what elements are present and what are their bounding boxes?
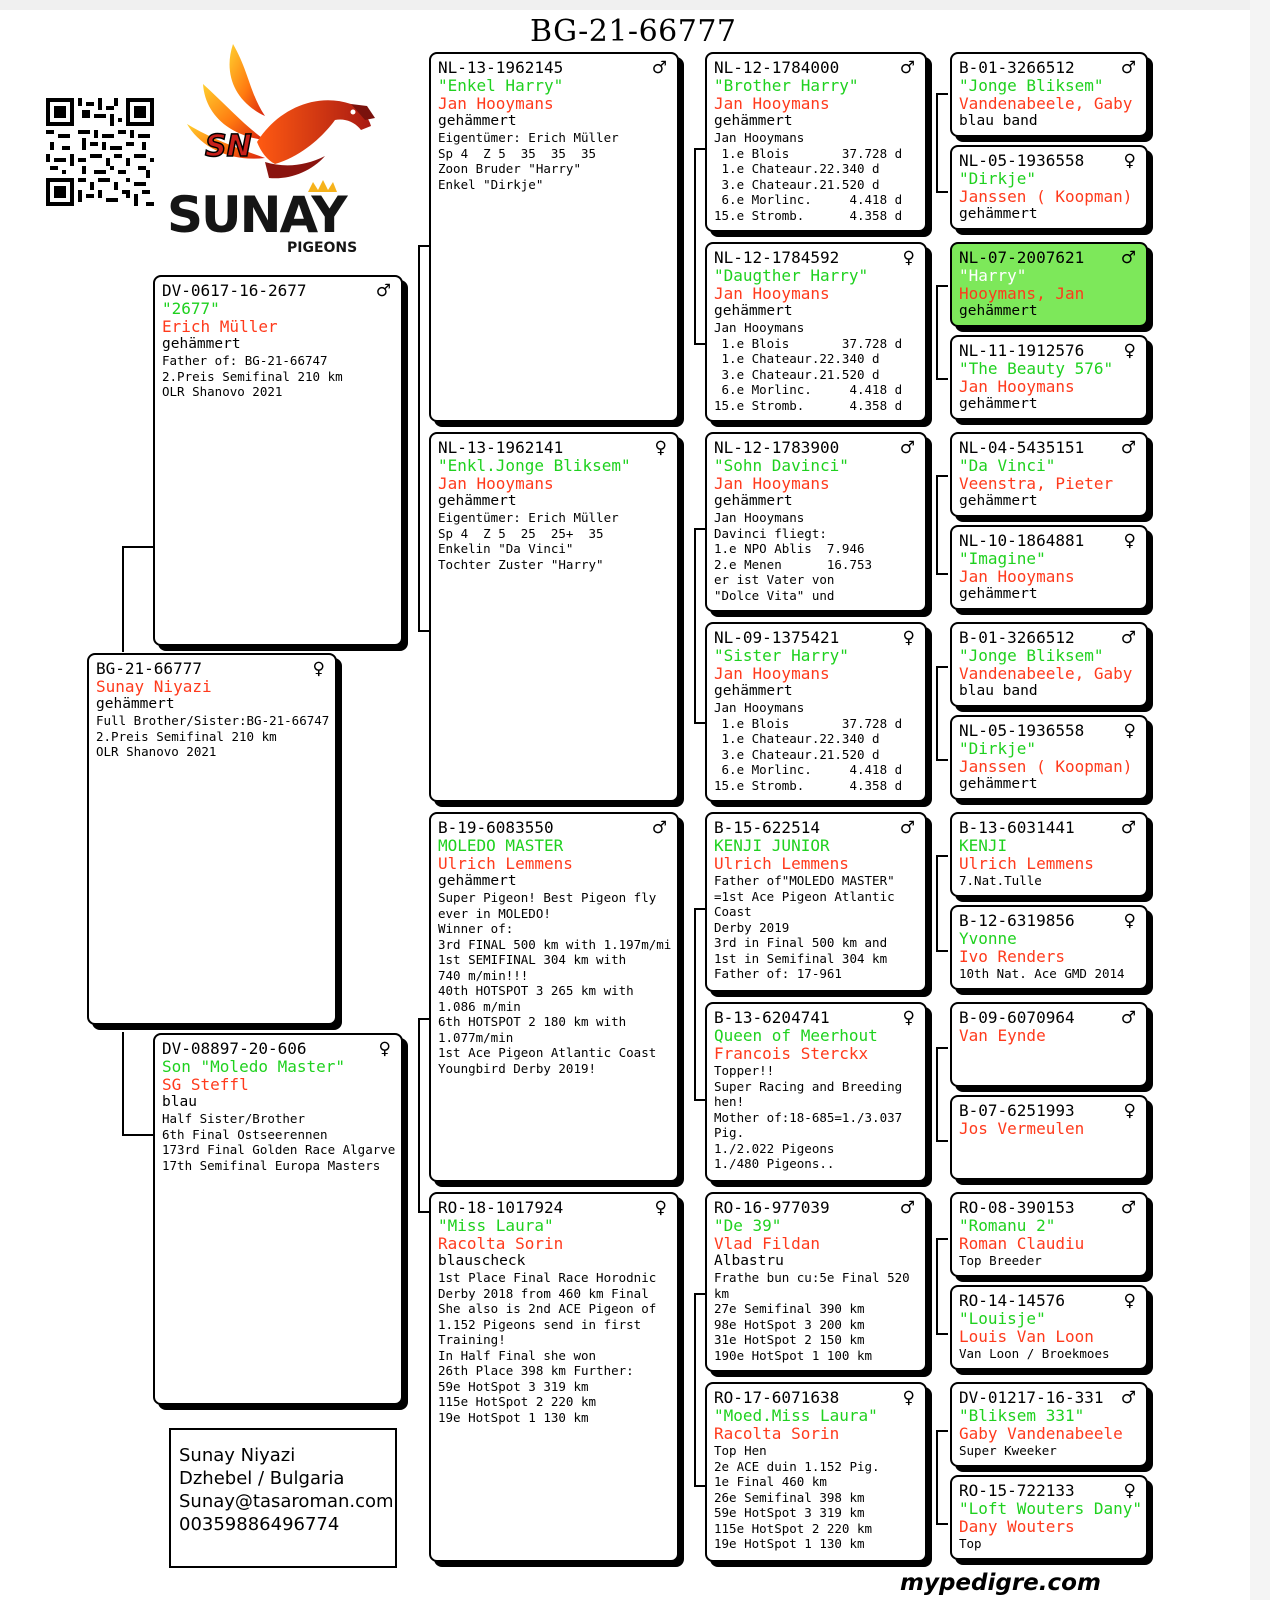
owner-name: Jos Vermeulen [959, 1119, 1085, 1138]
connector-line [936, 573, 948, 575]
pigeon-name: "Loft Wouters Dany" [959, 1499, 1143, 1518]
connector-line [936, 1047, 948, 1049]
sunay-logo [165, 44, 390, 259]
owner-name: Veenstra, Pieter [959, 474, 1114, 493]
ring-number: B-12-6319856 [959, 911, 1075, 930]
performance-info: Jan Hooymans 1.e Blois 37.728 d 1.e Chateaur.22.340 d 3.e Chateaur.21.520 d 6.e Morlinc. 4.418 d 15.e Stromb. 4.358 d [714, 320, 903, 413]
pigeon-name: "Romanu 2" [959, 1216, 1056, 1235]
pedigree-card-gen5[interactable] [950, 432, 1148, 517]
pedigree-card-dam[interactable] [153, 1033, 403, 1405]
color-label: blau [162, 1094, 197, 1110]
connector-line [936, 1047, 938, 1142]
ring-number: NL-13-1962141 [438, 438, 564, 457]
contact-box [169, 1428, 397, 1568]
ring-number: B-07-6251993 [959, 1101, 1075, 1120]
ring-number: RO-18-1017924 [438, 1198, 564, 1217]
pedigree-card-gen4[interactable] [705, 1192, 927, 1372]
pigeon-name: "Enkel Harry" [438, 76, 564, 95]
ring-number: B-19-6083550 [438, 818, 554, 837]
color-label: gehämmert [714, 113, 793, 129]
pedigree-card-gen5[interactable] [950, 622, 1148, 707]
color-label: gehämmert [714, 493, 793, 509]
connector-line [936, 1430, 938, 1525]
pigeon-name: Yvonne [959, 929, 1017, 948]
pedigree-card-gen3[interactable] [429, 432, 679, 802]
ring-number: NL-11-1912576 [959, 341, 1085, 360]
performance-info: Jan Hooymans 1.e Blois 37.728 d 1.e Chateaur.22.340 d 3.e Chateaur.21.520 d 6.e Morlinc. 4.418 d 15.e Stromb. 4.358 d [714, 700, 903, 793]
ring-number: RO-16-977039 [714, 1198, 830, 1217]
pedigree-card-gen5[interactable] [950, 1285, 1148, 1370]
female-icon: ♀ [902, 628, 915, 648]
ring-number: NL-13-1962145 [438, 58, 564, 77]
connector-line [936, 93, 948, 95]
ring-number: B-01-3266512 [959, 628, 1075, 647]
connector-line [936, 1140, 948, 1142]
ring-number: B-13-6204741 [714, 1008, 830, 1027]
logo-badge: SN [205, 129, 252, 164]
pigeon-name: "De 39" [714, 1216, 782, 1235]
owner-name: Hooymans, Jan [959, 284, 1085, 303]
color-label: gehämmert [714, 683, 793, 699]
contact-phone[interactable]: 00359886496774 [179, 1514, 340, 1535]
owner-name: Francois Sterckx [714, 1044, 869, 1063]
performance-info: Top Breeder [959, 1253, 1042, 1268]
male-icon: ♂ [1120, 1198, 1136, 1218]
ring-number: B-15-622514 [714, 818, 820, 837]
color-label: gehämmert [959, 303, 1038, 319]
connector-line [936, 855, 938, 952]
pedigree-card-gen4[interactable] [705, 52, 927, 232]
connector-line [936, 759, 948, 761]
pedigree-card-subject[interactable] [87, 653, 337, 1025]
owner-name: Janssen ( Koopman) [959, 757, 1133, 776]
connector-line [936, 855, 948, 857]
owner-name: Ivo Renders [959, 947, 1065, 966]
pigeon-name: "Dirkje" [959, 169, 1037, 188]
pigeon-name: "The Beauty 576" [959, 359, 1114, 378]
footer-brand[interactable]: mypedigre.com [900, 1570, 1101, 1596]
ring-number: NL-10-1864881 [959, 531, 1085, 550]
color-label: blau band [959, 683, 1038, 699]
connector-line [936, 285, 938, 380]
color-label: gehämmert [162, 336, 241, 352]
pedigree-card-gen5[interactable] [950, 715, 1148, 800]
connector-line [694, 1293, 696, 1487]
connector-line [936, 285, 948, 287]
female-icon: ♀ [902, 1008, 915, 1028]
connector-line [936, 666, 948, 668]
ring-number: DV-0617-16-2677 [162, 281, 307, 300]
performance-info: Eigentümer: Erich Müller Sp 4 Z 5 35 35 35 Zoon Bruder "Harry" Enkel "Dirkje" [438, 130, 619, 192]
pedigree-card-gen5[interactable] [950, 812, 1148, 897]
pigeon-name: KENJI JUNIOR [714, 836, 830, 855]
pigeon-name: "Imagine" [959, 549, 1046, 568]
page-title: BG-21-66777 [530, 14, 737, 49]
owner-name: Erich Müller [162, 317, 278, 336]
contact-email[interactable]: Sunay@tasaroman.com [179, 1491, 394, 1512]
connector-line [694, 148, 696, 345]
owner-name: SG Steffl [162, 1075, 249, 1094]
pedigree-card-gen5[interactable] [950, 905, 1148, 990]
owner-name: Roman Claudiu [959, 1234, 1085, 1253]
pigeon-name: "Louisje" [959, 1309, 1046, 1328]
performance-info: 10th Nat. Ace GMD 2014 [959, 966, 1125, 981]
owner-name: Ulrich Lemmens [438, 854, 573, 873]
connector-line [936, 475, 948, 477]
connector-line [936, 950, 948, 952]
performance-info: Top [959, 1536, 982, 1551]
owner-name: Van Eynde [959, 1026, 1046, 1045]
performance-info: Top Hen 2e ACE duin 1.152 Pig. 1e Final 460 km 26e Semifinal 398 km 59e HotSpot 3 319 km 115e HotSpot 2 220 km 19e HotSpot 1 130 km [714, 1443, 880, 1551]
performance-info: Jan Hooymans 1.e Blois 37.728 d 1.e Chateaur.22.340 d 3.e Chateaur.21.520 d 6.e Morlinc. 4.418 d 15.e Stromb. 4.358 d [714, 130, 903, 223]
color-label: gehämmert [714, 303, 793, 319]
performance-info: Father of"MOLEDO MASTER" =1st Ace Pigeon Atlantic Coast Derby 2019 3rd in Final 500 km and 1st in Semifinal 304 km Father of: 17-961 [714, 873, 895, 981]
owner-name: Vandenabeele, Gaby [959, 94, 1133, 113]
owner-name: Gaby Vandenabeele [959, 1424, 1123, 1443]
pedigree-card-gen5[interactable] [950, 525, 1148, 610]
owner-name: Racolta Sorin [438, 1234, 564, 1253]
owner-name: Jan Hooymans [438, 94, 554, 113]
female-icon: ♀ [1123, 1291, 1136, 1311]
male-icon: ♂ [1120, 1388, 1136, 1408]
male-icon: ♂ [899, 818, 915, 838]
owner-name: Janssen ( Koopman) [959, 187, 1133, 206]
pigeon-name: "Da Vinci" [959, 456, 1056, 475]
female-icon: ♀ [654, 438, 667, 458]
owner-name: Jan Hooymans [714, 284, 830, 303]
pigeon-name: "2677" [162, 299, 220, 318]
right-border [1250, 0, 1270, 1600]
color-label: blau band [959, 113, 1038, 129]
female-icon: ♀ [1123, 911, 1136, 931]
owner-name: Sunay Niyazi [96, 677, 212, 696]
color-label: gehämmert [959, 776, 1038, 792]
pedigree-card-gen5[interactable] [950, 335, 1148, 420]
color-label: gehämmert [438, 873, 517, 889]
pigeon-name: "Sister Harry" [714, 646, 849, 665]
owner-name: Jan Hooymans [959, 377, 1075, 396]
performance-info: Father of: BG-21-66747 2.Preis Semifinal 210 km OLR Shanovo 2021 [162, 353, 343, 399]
connector-line [936, 1238, 948, 1240]
color-label: gehämmert [959, 396, 1038, 412]
pigeon-name: Son "Moledo Master" [162, 1057, 346, 1076]
female-icon: ♀ [1123, 1481, 1136, 1501]
top-border [0, 0, 1270, 10]
pigeon-name: "Dirkje" [959, 739, 1037, 758]
ring-number: NL-05-1936558 [959, 721, 1085, 740]
performance-info: Eigentümer: Erich Müller Sp 4 Z 5 25 25+ 35 Enkelin "Da Vinci" Tochter Zuster "Harry" [438, 510, 619, 572]
performance-info: Jan Hooymans Davinci fliegt: 1.e NPO Ablis 7.946 2.e Menen 16.753 er ist Vater von "Dolce Vita" und [714, 510, 873, 603]
pigeon-name: "Bliksem 331" [959, 1406, 1085, 1425]
ring-number: B-01-3266512 [959, 58, 1075, 77]
pigeon-name: MOLEDO MASTER [438, 836, 564, 855]
female-icon: ♀ [1123, 341, 1136, 361]
pigeon-name: "Miss Laura" [438, 1216, 554, 1235]
owner-name: Ulrich Lemmens [959, 854, 1094, 873]
pedigree-card-gen3[interactable] [429, 812, 679, 1182]
pigeon-name: "Daugther Harry" [714, 266, 869, 285]
owner-name: Jan Hooymans [714, 94, 830, 113]
pigeon-name: "Brother Harry" [714, 76, 859, 95]
connector-line [936, 191, 948, 193]
ring-number: DV-08897-20-606 [162, 1039, 307, 1058]
performance-info: Frathe bun cu:5e Final 520 km 27e Semifinal 390 km 98e HotSpot 3 200 km 31e HotSpot 2 150 km 190e HotSpot 1 100 km [714, 1270, 910, 1363]
male-icon: ♂ [899, 438, 915, 458]
connector-line [122, 546, 154, 548]
male-icon: ♂ [1120, 438, 1136, 458]
ring-number: NL-05-1936558 [959, 151, 1085, 170]
male-icon: ♂ [1120, 818, 1136, 838]
pedigree-card-gen4[interactable] [705, 242, 927, 422]
female-icon: ♀ [1123, 1101, 1136, 1121]
ring-number: NL-12-1783900 [714, 438, 840, 457]
owner-name: Vlad Fildan [714, 1234, 820, 1253]
ring-number: DV-01217-16-331 [959, 1388, 1104, 1407]
male-icon: ♂ [1120, 628, 1136, 648]
logo-text: SUNAY [167, 186, 346, 244]
color-label: gehämmert [959, 206, 1038, 222]
pedigree-card-gen5[interactable] [950, 145, 1148, 230]
pedigree-card-gen4[interactable] [705, 432, 927, 612]
pedigree-card-gen4[interactable] [705, 1382, 927, 1562]
logo-subtext: PIGEONS [287, 240, 358, 256]
owner-name: Dany Wouters [959, 1517, 1075, 1536]
performance-info: 1st Place Final Race Horodnic Derby 2018 from 460 km Final She also is 2nd ACE Pigeon of 1.152 Pigeons send in first Training! In Half Final she won 26th Place 398 km Further: 59e HotSpot 3 319 km 115e HotSpot 2 220 km 19e HotSpot 1 130 km [438, 1270, 657, 1425]
color-label: gehämmert [959, 586, 1038, 602]
female-icon: ♀ [1123, 151, 1136, 171]
male-icon: ♂ [1120, 58, 1136, 78]
pedigree-card-gen5[interactable] [950, 1095, 1148, 1180]
pigeon-name: Queen of Meerhout [714, 1026, 878, 1045]
connector-line [936, 1238, 938, 1335]
connector-line [694, 908, 696, 1101]
ring-number: NL-09-1375421 [714, 628, 840, 647]
male-icon: ♂ [899, 1198, 915, 1218]
ring-number: B-09-6070964 [959, 1008, 1075, 1027]
color-label: Albastru [714, 1253, 784, 1269]
pedigree-card-gen5[interactable] [950, 52, 1148, 137]
owner-name: Jan Hooymans [438, 474, 554, 493]
pedigree-card-gen5[interactable] [950, 1382, 1148, 1467]
pigeon-name: "Sohn Davinci" [714, 456, 849, 475]
color-label: gehämmert [96, 696, 175, 712]
owner-name: Jan Hooymans [714, 664, 830, 683]
owner-name: Jan Hooymans [714, 474, 830, 493]
performance-info: Super Kweeker [959, 1443, 1057, 1458]
connector-line [122, 1032, 124, 1136]
contact-location: Dzhebel / Bulgaria [179, 1468, 345, 1489]
color-label: gehämmert [438, 113, 517, 129]
female-icon: ♀ [312, 659, 325, 679]
pigeon-name: "Enkl.Jonge Bliksem" [438, 456, 631, 475]
pigeon-name: "Moed.Miss Laura" [714, 1406, 878, 1425]
connector-line [122, 546, 124, 652]
qr-code-icon [46, 98, 154, 206]
ring-number: NL-04-5435151 [959, 438, 1085, 457]
performance-info: Super Pigeon! Best Pigeon fly ever in MOLEDO! Winner of: 3rd FINAL 500 km with 1.197m/mi 1st SEMIFINAL 304 km with 740 m/min!!! 40th HOTSPOT 3 265 km with 1.086 m/min 6th HOTSPOT 2 180 km with 1.077m/min 1st Ace Pigeon Atlantic Coast Youngbird Derby 2019! [438, 890, 672, 1076]
pigeon-name: "Jonge Bliksem" [959, 646, 1104, 665]
ring-number: NL-12-1784592 [714, 248, 840, 267]
female-icon: ♀ [902, 1388, 915, 1408]
female-icon: ♀ [902, 248, 915, 268]
performance-info: Topper!! Super Racing and Breeding hen! Mother of:18-685=1./3.037 Pig. 1./2.022 Pigeons 1./480 Pigeons.. [714, 1063, 903, 1171]
female-icon: ♀ [654, 1198, 667, 1218]
ring-number: RO-08-390153 [959, 1198, 1075, 1217]
pigeon-name: "Jonge Bliksem" [959, 76, 1104, 95]
connector-line [936, 1523, 948, 1525]
ring-number: NL-12-1784000 [714, 58, 840, 77]
male-icon: ♂ [1120, 248, 1136, 268]
connector-line [418, 1018, 420, 1213]
color-label: blauscheck [438, 1253, 526, 1269]
pedigree-card-sire[interactable] [153, 275, 403, 646]
pedigree-card-gen4[interactable] [705, 1002, 927, 1182]
pedigree-card-gen5[interactable] [950, 1002, 1148, 1087]
performance-info: Half Sister/Brother 6th Final Ostseerennen 173rd Final Golden Race Algarve 17th Semifinal Europa Masters [162, 1111, 396, 1173]
ring-number: NL-07-2007621 [959, 248, 1085, 267]
male-icon: ♂ [375, 281, 391, 301]
connector-line [936, 1333, 948, 1335]
ring-number: RO-15-722133 [959, 1481, 1075, 1500]
pigeon-name: "Harry" [959, 266, 1027, 285]
pedigree-card-gen3[interactable] [429, 52, 679, 422]
ring-number: RO-14-14576 [959, 1291, 1065, 1310]
owner-name: Jan Hooymans [959, 567, 1075, 586]
male-icon: ♂ [1120, 1008, 1136, 1028]
performance-info: Van Loon / Broekmoes [959, 1346, 1110, 1361]
female-icon: ♀ [1123, 531, 1136, 551]
owner-name: Ulrich Lemmens [714, 854, 849, 873]
owner-name: Vandenabeele, Gaby [959, 664, 1133, 683]
connector-line [694, 528, 696, 724]
male-icon: ♂ [651, 58, 667, 78]
owner-name: Racolta Sorin [714, 1424, 840, 1443]
connector-line [936, 93, 938, 193]
performance-info: 7.Nat.Tulle [959, 873, 1042, 888]
connector-line [936, 666, 938, 761]
male-icon: ♂ [651, 818, 667, 838]
ring-number: RO-17-6071638 [714, 1388, 840, 1407]
pedigree-card-gen3[interactable] [429, 1192, 679, 1562]
connector-line [936, 378, 948, 380]
pigeon-name: KENJI [959, 836, 1008, 855]
pedigree-card-gen5-highlight[interactable] [950, 242, 1148, 327]
ring-number: B-13-6031441 [959, 818, 1075, 837]
female-icon: ♀ [378, 1039, 391, 1059]
connector-line [418, 245, 420, 632]
connector-line [122, 1134, 154, 1136]
color-label: gehämmert [438, 493, 517, 509]
pedigree-card-gen5[interactable] [950, 1475, 1148, 1560]
connector-line [936, 475, 938, 575]
pedigree-card-gen4[interactable] [705, 622, 927, 802]
connector-line [936, 1430, 948, 1432]
pedigree-card-gen4[interactable] [705, 812, 927, 992]
owner-name: Louis Van Loon [959, 1327, 1094, 1346]
contact-name: Sunay Niyazi [179, 1445, 296, 1466]
ring-number: BG-21-66777 [96, 659, 202, 678]
male-icon: ♂ [899, 58, 915, 78]
performance-info: Full Brother/Sister:BG-21-66747 2.Preis Semifinal 210 km OLR Shanovo 2021 [96, 713, 330, 759]
color-label: gehämmert [959, 493, 1038, 509]
pedigree-card-gen5[interactable] [950, 1192, 1148, 1277]
female-icon: ♀ [1123, 721, 1136, 741]
